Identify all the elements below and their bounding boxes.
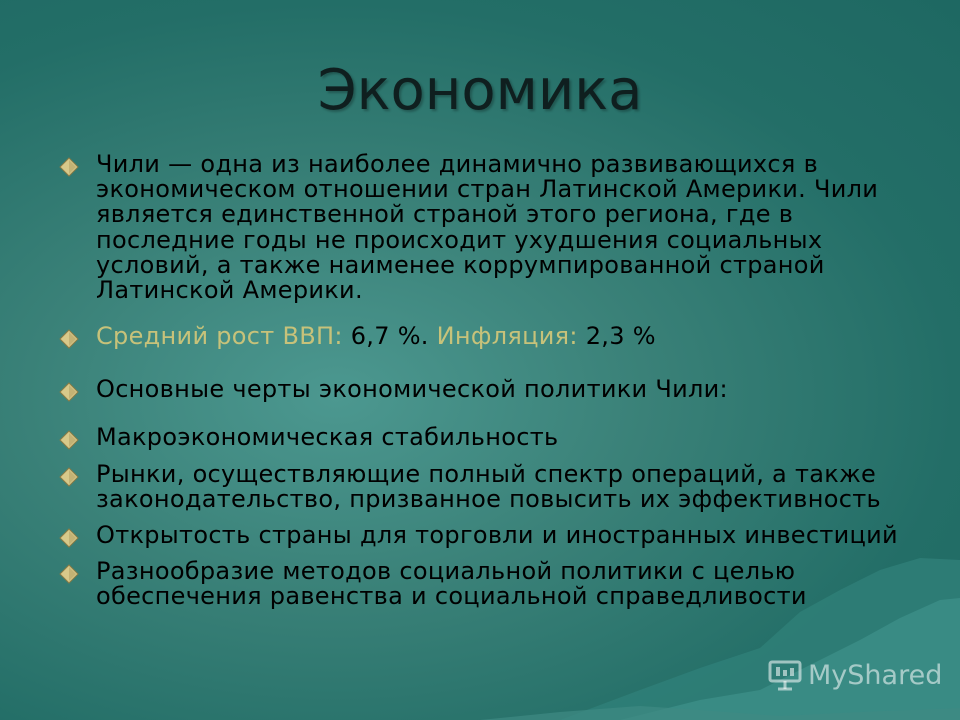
presentation-board-icon (768, 659, 802, 691)
diamond-bullet-icon (58, 527, 80, 549)
list-item (58, 152, 918, 303)
bullet-text: Макроэкономическая стабильность (96, 422, 559, 451)
inflation-value: 2,3 % (577, 322, 656, 351)
gdp-label: Средний рост ВВП: (96, 322, 343, 351)
bullet-text: Чили — одна из наиболее динамично развивающихся в экономическом отношении стран Латинской Америки. Чили является единственной страной этого региона, где в последние годы не происходит ухудшения социальных условий, а также наименее коррумпированной страной Латинской Америки. (96, 150, 879, 304)
gdp-value: 6,7 %. (342, 322, 437, 351)
bullet-list (58, 152, 918, 610)
list-item (58, 324, 918, 349)
list-item (58, 523, 918, 548)
bullet-text: Основные черты экономической политики Чили: (96, 375, 728, 404)
bullet-text: Разнообразие методов социальной политики с целью обеспечения равенства и социальной справедливости (96, 557, 807, 611)
inflation-label: Инфляция: (436, 322, 578, 351)
diamond-bullet-icon (58, 563, 80, 585)
bullet-text: Открытость страны для торговли и иностранных инвестиций (96, 521, 898, 550)
diamond-bullet-icon (58, 328, 80, 350)
bullet-text: Рынки, осуществляющие полный спектр операций, а также законодательство, призванное повысить их эффективность (96, 459, 881, 513)
list-item (58, 377, 918, 402)
list-item (58, 559, 918, 609)
diamond-bullet-icon (58, 466, 80, 488)
diamond-bullet-icon (58, 156, 80, 178)
watermark (768, 655, 948, 695)
diamond-bullet-icon (58, 429, 80, 451)
diamond-bullet-icon (58, 381, 80, 403)
watermark-text: MyShared (808, 659, 943, 691)
slide-title: Экономика (317, 58, 643, 123)
list-item (58, 459, 918, 513)
list-item (58, 422, 918, 451)
